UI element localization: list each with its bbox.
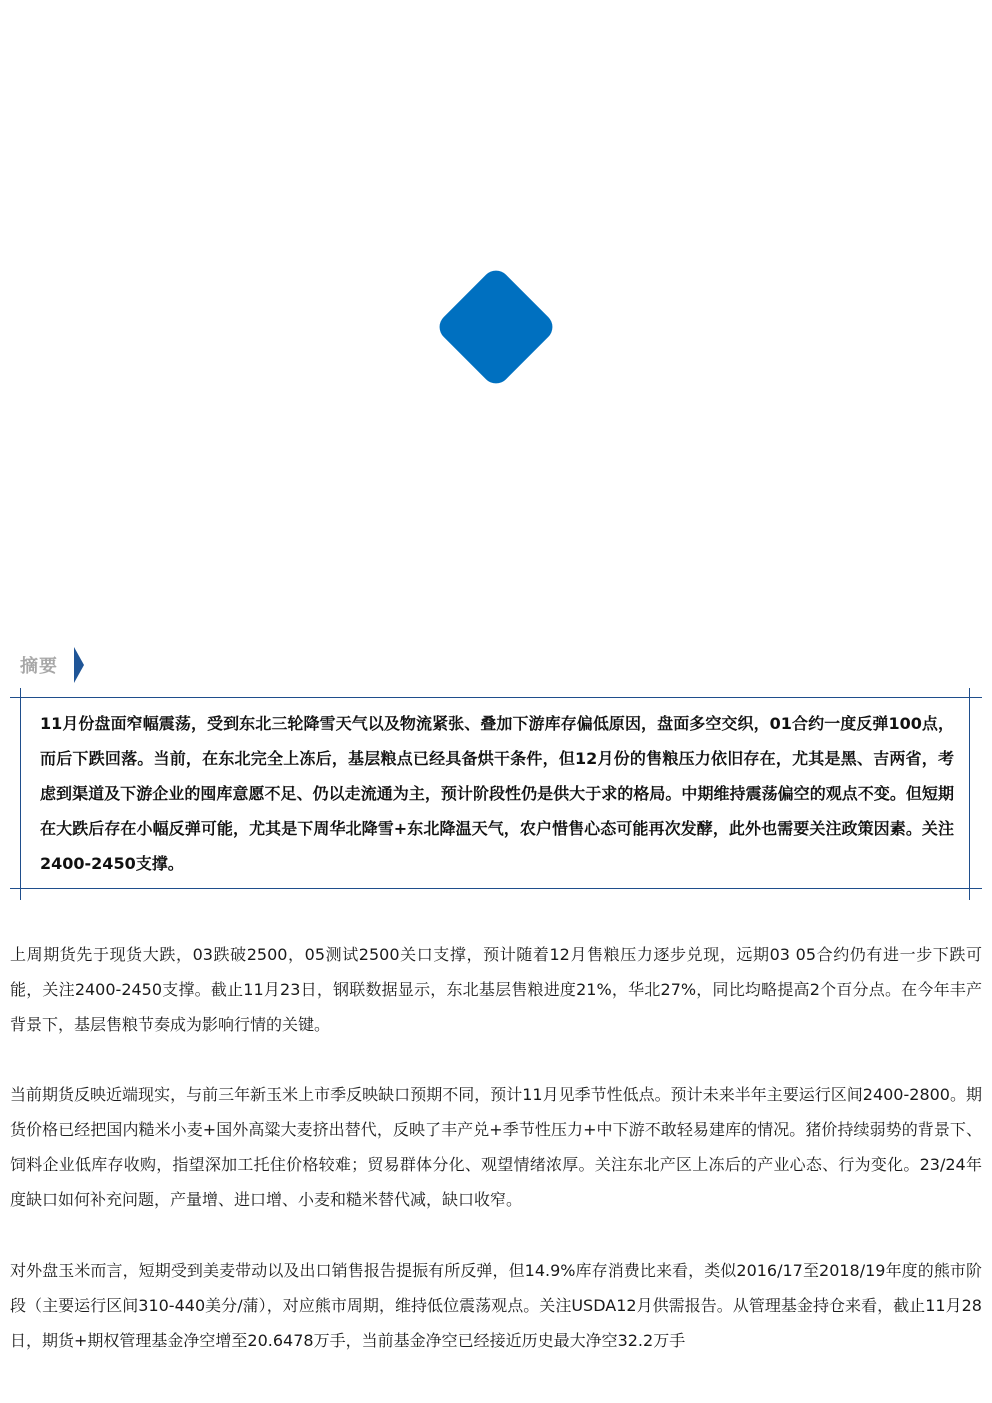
summary-box-right-border xyxy=(969,688,970,900)
summary-title: 摘要 xyxy=(20,656,58,677)
summary-box-left-border xyxy=(20,688,21,900)
diamond-logo-icon xyxy=(425,256,567,398)
body-paragraph-3: 对外盘玉米而言，短期受到美麦带动以及出口销售报告提振有所反弹，但14.9%库存消费比来看，类似2016/17至2018/19年度的熊市阶段（主要运行区间310-440美分/蒲），对应熊市周期，维持低位震荡观点。关注USDA12月供需报告。从管理基金持仓来看，截止11月28日，期货+期权管理基金净空增至20.6478万手，当前基金净空已经接近历史最大净空32.2万手 xyxy=(10,1261,982,1350)
summary-header xyxy=(20,646,84,684)
body-paragraph-2: 当前期货反映近端现实，与前三年新玉米上市季反映缺口预期不同，预计11月见季节性低点。预计未来半年主要运行区间2400-2800。期货价格已经把国内糙米小麦+国外高粱大麦挤出替代，反映了丰产兑+季节性压力+中下游不敢轻易建库的情况。猪价持续弱势的背景下、饲料企业低库存收购，指望深加工托住价格较难；贸易群体分化、观望情绪浓厚。关注东北产区上冻后的产业心态、行为变化。23/24年度缺口如何补充问题，产量增、进口增、小麦和糙米替代减，缺口收窄。 xyxy=(10,1085,982,1209)
arrow-right-icon xyxy=(74,647,84,683)
summary-box-top-border xyxy=(10,697,982,698)
body-paragraph-1: 上周期货先于现货大跌，03跌破2500，05测试2500关口支撑，预计随着12月售粮压力逐步兑现，远期03 05合约仍有进一步下跌可能，关注2400-2450支撑。截止11月23日，钢联数据显示，东北基层售粮进度21%，华北27%，同比均略提高2个百分点。在今年丰产背景下，基层售粮节奏成为影响行情的关键。 xyxy=(10,945,982,1034)
summary-box-bottom-border xyxy=(10,888,982,889)
summary-text: 11月份盘面窄幅震荡，受到东北三轮降雪天气以及物流紧张、叠加下游库存偏低原因，盘面多空交织，01合约一度反弹100点，而后下跌回落。当前，在东北完全上冻后，基层粮点已经具备烘干条件，但12月份的售粮压力依旧存在，尤其是黑、吉两省，考虑到渠道及下游企业的囤库意愿不足、仍以走流通为主，预计阶段性仍是供大于求的格局。中期维持震荡偏空的观点不变。但短期在大跌后存在小幅反弹可能，尤其是下周华北降雪+东北降温天气，农户惜售心态可能再次发酵，此外也需要关注政策因素。关注2400-2450支撑。 xyxy=(40,714,954,873)
